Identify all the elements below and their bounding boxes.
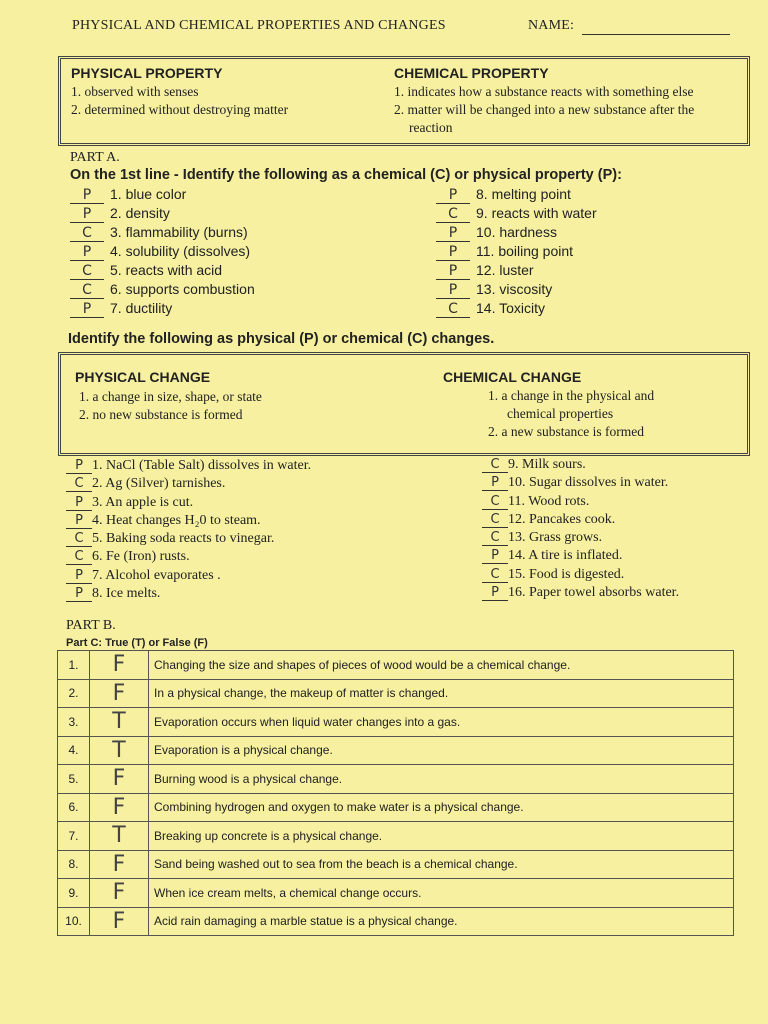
- physical-change-def-1: 1. a change in size, shape, or state: [79, 389, 262, 404]
- answer-blank[interactable]: C: [436, 206, 470, 223]
- item-text: 12. luster: [476, 262, 534, 278]
- answer-blank[interactable]: P: [66, 568, 92, 584]
- item-text: 10. Sugar dissolves in water.: [508, 475, 669, 491]
- answer-blank[interactable]: P: [482, 548, 508, 564]
- answer-blank[interactable]: C: [70, 282, 104, 299]
- row-number: 9.: [58, 879, 90, 908]
- answer-blank[interactable]: C: [482, 457, 508, 473]
- name-label: NAME:: [528, 18, 575, 33]
- chemical-property-def-1: 1. indicates how a substance reacts with something else: [394, 84, 694, 99]
- item-text: 1. blue color: [110, 186, 187, 202]
- property-definitions-box: [58, 56, 750, 146]
- item-text: 7. ductility: [110, 300, 173, 316]
- list-item: [482, 511, 679, 529]
- changes-left-list: [66, 457, 311, 603]
- list-item: [70, 223, 255, 242]
- list-item: [482, 584, 679, 602]
- part-a-label: PART A.: [70, 150, 120, 165]
- table-row: [58, 708, 734, 737]
- answer-blank[interactable]: P: [70, 206, 104, 223]
- answer-cell[interactable]: F: [90, 793, 149, 822]
- change-definitions-box: [58, 352, 750, 456]
- item-text: 6. Fe (Iron) rusts.: [92, 549, 190, 565]
- chemical-property-def-2: 2. matter will be changed into a new substance after the: [394, 102, 695, 117]
- answer-blank[interactable]: C: [482, 530, 508, 546]
- part-a-right-list: [436, 185, 597, 318]
- item-text: 16. Paper towel absorbs water.: [508, 585, 680, 601]
- item-text: 5. reacts with acid: [110, 262, 223, 278]
- item-text: 2. Ag (Silver) tarnishes.: [92, 476, 226, 492]
- table-row: [58, 850, 734, 879]
- list-item: [70, 261, 255, 280]
- list-item: [436, 185, 597, 204]
- list-item: [482, 456, 679, 474]
- item-text: 5. Baking soda reacts to vinegar.: [92, 531, 275, 547]
- list-item: [66, 530, 311, 548]
- list-item: [436, 204, 597, 223]
- answer-cell[interactable]: T: [90, 822, 149, 851]
- list-item: [66, 585, 311, 603]
- table-row: [58, 736, 734, 765]
- list-item: [70, 280, 255, 299]
- list-item: [436, 223, 597, 242]
- item-text: 8. melting point: [476, 186, 571, 202]
- item-text: 2. density: [110, 205, 170, 221]
- item-text: 3. An apple is cut.: [92, 494, 194, 510]
- statement: When ice cream melts, a chemical change occurs.: [149, 879, 734, 908]
- answer-blank[interactable]: P: [66, 513, 92, 529]
- item-text: 4. solubility (dissolves): [110, 243, 251, 259]
- chemical-change-def-1: 1. a change in the physical and: [488, 388, 655, 403]
- item-text: 14. Toxicity: [476, 300, 545, 316]
- answer-cell[interactable]: F: [90, 850, 149, 879]
- statement: Evaporation occurs when liquid water changes into a gas.: [149, 708, 734, 737]
- answer-blank[interactable]: C: [436, 301, 470, 318]
- answer-blank[interactable]: C: [482, 567, 508, 583]
- table-row: [58, 793, 734, 822]
- answer-blank[interactable]: P: [66, 495, 92, 511]
- worksheet-title: PHYSICAL AND CHEMICAL PROPERTIES AND CHANGES: [72, 18, 446, 33]
- part-a-left-list: [70, 185, 255, 318]
- answer-blank[interactable]: C: [70, 263, 104, 280]
- list-item: [66, 475, 311, 493]
- row-number: 3.: [58, 708, 90, 737]
- list-item: [436, 261, 597, 280]
- list-item: [70, 242, 255, 261]
- item-text: 13. Grass grows.: [508, 530, 603, 546]
- row-number: 10.: [58, 907, 90, 936]
- list-item: [436, 242, 597, 261]
- physical-property-title: PHYSICAL PROPERTY: [71, 65, 223, 81]
- list-item: [66, 567, 311, 585]
- list-item: [70, 299, 255, 318]
- answer-blank[interactable]: P: [70, 187, 104, 204]
- part-a-instruction: On the 1st line - Identify the following as a chemical (C) or physical property (P):: [70, 167, 622, 183]
- answer-blank[interactable]: C: [66, 549, 92, 565]
- answer-blank[interactable]: P: [436, 282, 470, 299]
- chemical-change-def-1-cont: chemical properties: [507, 406, 614, 421]
- item-text: 11. Wood rots.: [508, 493, 590, 509]
- answer-blank[interactable]: C: [482, 512, 508, 528]
- row-number: 1.: [58, 651, 90, 680]
- row-number: 8.: [58, 850, 90, 879]
- item-text: 9. Milk sours.: [508, 457, 586, 472]
- answer-blank[interactable]: P: [66, 586, 92, 602]
- statement: Changing the size and shapes of pieces of wood would be a chemical change.: [149, 651, 734, 680]
- table-row: [58, 907, 734, 936]
- chemical-property-title: CHEMICAL PROPERTY: [394, 65, 549, 81]
- answer-cell[interactable]: F: [90, 879, 149, 908]
- statement: In a physical change, the makeup of matter is changed.: [149, 679, 734, 708]
- physical-change-title: PHYSICAL CHANGE: [75, 369, 211, 385]
- item-text: 3. flammability (burns): [110, 224, 248, 240]
- answer-cell[interactable]: F: [90, 651, 149, 680]
- answer-cell[interactable]: F: [90, 765, 149, 794]
- item-text: 6. supports combustion: [110, 281, 255, 297]
- name-field[interactable]: [582, 34, 730, 35]
- part-c-label: Part C: True (T) or False (F): [66, 637, 208, 649]
- list-item: [66, 548, 311, 566]
- list-item: [436, 280, 597, 299]
- answer-blank[interactable]: P: [436, 244, 470, 261]
- row-number: 7.: [58, 822, 90, 851]
- answer-blank[interactable]: C: [482, 494, 508, 510]
- answer-blank[interactable]: P: [66, 458, 92, 474]
- physical-property-def-1: 1. observed with senses: [71, 84, 199, 99]
- item-text: 9. reacts with water: [476, 205, 597, 221]
- answer-blank[interactable]: P: [436, 263, 470, 280]
- table-row: [58, 822, 734, 851]
- answer-cell[interactable]: T: [90, 708, 149, 737]
- statement: Sand being washed out to sea from the beach is a chemical change.: [149, 850, 734, 879]
- answer-cell[interactable]: F: [90, 679, 149, 708]
- physical-property-def-2: 2. determined without destroying matter: [71, 102, 289, 117]
- statement: Acid rain damaging a marble statue is a physical change.: [149, 907, 734, 936]
- item-text: 14. A tire is inflated.: [508, 548, 623, 564]
- answer-blank[interactable]: P: [70, 301, 104, 318]
- answer-blank[interactable]: P: [436, 187, 470, 204]
- row-number: 2.: [58, 679, 90, 708]
- answer-blank[interactable]: C: [66, 476, 92, 492]
- chemical-property-def-2-cont: reaction: [409, 120, 453, 135]
- item-text: 12. Pancakes cook.: [508, 511, 616, 527]
- changes-instruction: Identify the following as physical (P) or chemical (C) changes.: [68, 331, 495, 347]
- answer-blank[interactable]: C: [70, 225, 104, 242]
- item-text: 13. viscosity: [476, 281, 553, 297]
- list-item: [482, 547, 679, 565]
- answer-blank[interactable]: P: [70, 244, 104, 261]
- answer-blank[interactable]: C: [66, 531, 92, 547]
- table-row: [58, 679, 734, 708]
- answer-blank[interactable]: P: [482, 585, 508, 601]
- item-text: 4. Heat changes H₂0 to steam.: [92, 512, 261, 528]
- answer-blank[interactable]: P: [436, 225, 470, 242]
- part-b-label: PART B.: [66, 618, 116, 633]
- chemical-change-title: CHEMICAL CHANGE: [443, 369, 582, 385]
- list-item: [66, 457, 311, 475]
- list-item: [482, 529, 679, 547]
- physical-change-def-2: 2. no new substance is formed: [79, 407, 243, 422]
- table-row: [58, 765, 734, 794]
- list-item: [66, 512, 311, 530]
- list-item: [482, 493, 679, 511]
- list-item: [70, 204, 255, 223]
- list-item: [436, 299, 597, 318]
- table-row: [58, 651, 734, 680]
- list-item: [66, 494, 311, 512]
- chemical-change-def-2: 2. a new substance is formed: [488, 424, 644, 439]
- list-item: [482, 566, 679, 584]
- row-number: 6.: [58, 793, 90, 822]
- answer-blank[interactable]: P: [482, 475, 508, 491]
- answer-cell[interactable]: F: [90, 907, 149, 936]
- row-number: 5.: [58, 765, 90, 794]
- changes-right-list: [482, 456, 679, 602]
- table-row: [58, 879, 734, 908]
- row-number: 4.: [58, 736, 90, 765]
- statement: Evaporation is a physical change.: [149, 736, 734, 765]
- item-text: 11. boiling point: [476, 243, 574, 259]
- list-item: [482, 474, 679, 492]
- answer-cell[interactable]: T: [90, 736, 149, 765]
- item-text: 10. hardness: [476, 224, 557, 240]
- list-item: [70, 185, 255, 204]
- item-text: 8. Ice melts.: [92, 586, 161, 602]
- item-text: 7. Alcohol evaporates .: [92, 567, 221, 583]
- statement: Combining hydrogen and oxygen to make water is a physical change.: [149, 793, 734, 822]
- item-text: 1. NaCl (Table Salt) dissolves in water.: [92, 458, 312, 473]
- true-false-table: [57, 650, 734, 936]
- item-text: 15. Food is digested.: [508, 566, 625, 582]
- statement: Breaking up concrete is a physical change.: [149, 822, 734, 851]
- statement: Burning wood is a physical change.: [149, 765, 734, 794]
